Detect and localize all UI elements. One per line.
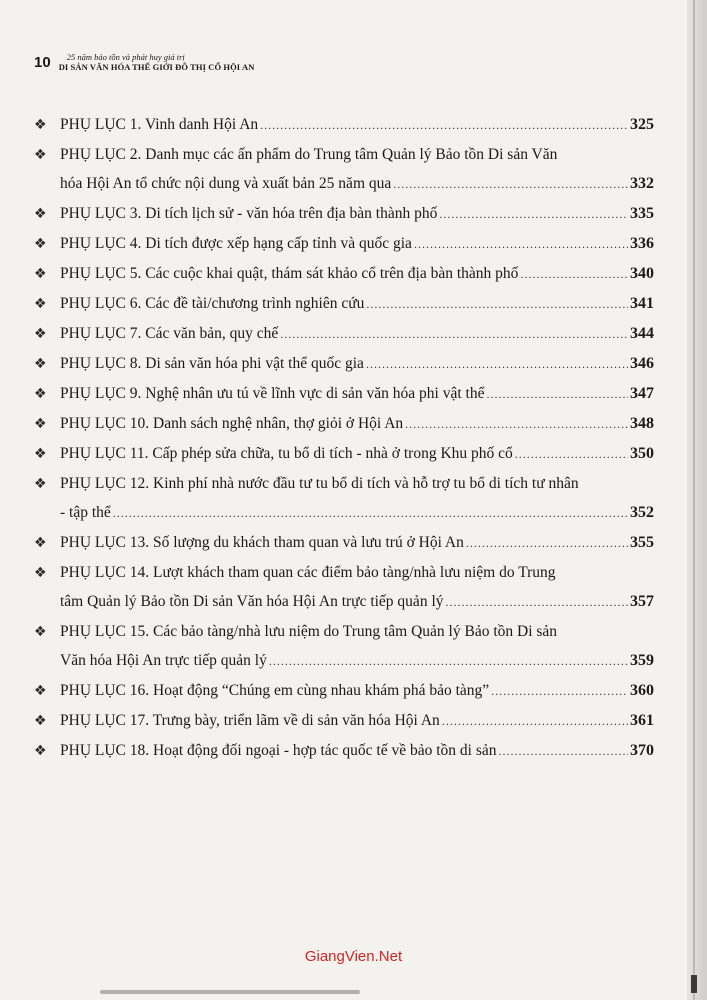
page-edge bbox=[687, 0, 707, 1000]
dot-leader bbox=[280, 320, 628, 349]
dot-leader bbox=[515, 440, 628, 469]
toc-entry-body bbox=[60, 349, 654, 379]
toc-entry bbox=[34, 379, 654, 409]
toc-entry-title: - tập thể bbox=[60, 504, 111, 521]
toc-entry-body bbox=[60, 439, 654, 469]
toc-page-number: 360 bbox=[630, 682, 654, 699]
toc-entry bbox=[34, 409, 654, 439]
toc-entry-title: PHỤ LỤC 7. Các văn bản, quy chế bbox=[60, 325, 279, 342]
dot-leader bbox=[113, 499, 628, 528]
diamond-bullet-icon: ❖ bbox=[34, 446, 47, 462]
toc-entry-title: PHỤ LỤC 5. Các cuộc khai quật, thám sát khảo cổ trên địa bàn thành phố bbox=[60, 265, 519, 282]
toc-entry-body bbox=[60, 409, 654, 439]
dot-leader bbox=[466, 529, 628, 558]
toc-entry-line bbox=[60, 379, 654, 409]
diamond-bullet-icon: ❖ bbox=[34, 356, 47, 372]
diamond-bullet-icon: ❖ bbox=[34, 326, 47, 342]
dot-leader bbox=[393, 170, 628, 199]
toc-entry-line bbox=[60, 498, 654, 528]
toc-entry-title: PHỤ LỤC 10. Danh sách nghệ nhân, thợ giỏi ở Hội An bbox=[60, 415, 404, 432]
toc-entry bbox=[34, 736, 654, 766]
toc-entry bbox=[34, 706, 654, 736]
toc-entry-body bbox=[60, 289, 654, 319]
toc-entry bbox=[34, 469, 654, 528]
toc-page-number: 352 bbox=[630, 504, 654, 521]
dot-leader bbox=[486, 380, 628, 409]
toc-entry bbox=[34, 289, 654, 319]
diamond-bullet-icon: ❖ bbox=[34, 236, 47, 252]
dot-leader bbox=[446, 588, 629, 617]
diamond-bullet-icon: ❖ bbox=[34, 206, 47, 222]
toc-entry-line bbox=[60, 110, 654, 140]
page-number: 10 bbox=[34, 54, 51, 71]
toc-page-number: 332 bbox=[630, 175, 654, 192]
watermark-text: GiangVien.Net bbox=[304, 948, 403, 965]
toc-entry bbox=[34, 349, 654, 379]
toc-entry-line bbox=[60, 469, 654, 498]
toc-page-number: 344 bbox=[630, 325, 654, 342]
diamond-bullet-icon: ❖ bbox=[34, 386, 47, 402]
toc-entry-title: PHỤ LỤC 15. Các bảo tàng/nhà lưu niệm do Trung tâm Quản lý Bảo tồn Di sản bbox=[60, 623, 558, 640]
toc-entry-line bbox=[60, 319, 654, 349]
toc-entry bbox=[34, 199, 654, 229]
toc-entry-line bbox=[60, 140, 654, 169]
toc-page-number: 361 bbox=[630, 712, 654, 729]
dot-leader bbox=[499, 737, 628, 766]
toc-entry-title: PHỤ LỤC 6. Các đề tài/chương trình nghiên cứu bbox=[60, 295, 365, 312]
diamond-bullet-icon: ❖ bbox=[34, 147, 47, 163]
toc-entry-title: PHỤ LỤC 14. Lượt khách tham quan các điểm bảo tàng/nhà lưu niệm do Trung bbox=[60, 564, 556, 581]
diamond-bullet-icon: ❖ bbox=[34, 743, 47, 759]
dot-leader bbox=[366, 350, 628, 379]
toc-entry bbox=[34, 259, 654, 289]
toc-entry-body bbox=[60, 110, 654, 140]
toc-page-number: 340 bbox=[630, 265, 654, 282]
toc-entry-title: PHỤ LỤC 17. Trưng bày, triển lãm về di sản văn hóa Hội An bbox=[60, 712, 440, 729]
diamond-bullet-icon: ❖ bbox=[34, 683, 47, 699]
toc-entry-title: PHỤ LỤC 18. Hoạt động đối ngoại - hợp tác quốc tế về bảo tồn di sản bbox=[60, 742, 497, 759]
toc-page-number: 336 bbox=[630, 235, 654, 252]
toc-entry-body bbox=[60, 617, 654, 676]
toc-entry-title: PHỤ LỤC 4. Di tích được xếp hạng cấp tỉnh và quốc gia bbox=[60, 235, 412, 252]
toc-entry bbox=[34, 617, 654, 676]
toc-entry-title: PHỤ LỤC 3. Di tích lịch sử - văn hóa trên địa bàn thành phố bbox=[60, 205, 438, 222]
toc-entry-body bbox=[60, 259, 654, 289]
toc-entry-title: PHỤ LỤC 11. Cấp phép sửa chữa, tu bổ di tích - nhà ở trong Khu phố cổ bbox=[60, 445, 513, 462]
dot-leader bbox=[414, 230, 628, 259]
toc-entry-body bbox=[60, 319, 654, 349]
toc-entry bbox=[34, 140, 654, 199]
toc-entry-line bbox=[60, 558, 654, 587]
dot-leader bbox=[442, 707, 628, 736]
toc-page-number: 359 bbox=[630, 652, 654, 669]
toc-entry-title: tâm Quản lý Bảo tồn Di sản Văn hóa Hội An trực tiếp quản lý bbox=[60, 593, 444, 610]
dot-leader bbox=[491, 677, 628, 706]
toc-entry-title: PHỤ LỤC 9. Nghệ nhân ưu tú về lĩnh vực di sản văn hóa phi vật thể bbox=[60, 385, 485, 402]
diamond-bullet-icon: ❖ bbox=[34, 713, 47, 729]
toc-entry-line bbox=[60, 199, 654, 229]
toc-entry-line bbox=[60, 169, 654, 199]
toc-entry bbox=[34, 676, 654, 706]
toc-entry-body bbox=[60, 528, 654, 558]
toc-entry-line bbox=[60, 349, 654, 379]
header-line-2: DI SẢN VĂN HÓA THẾ GIỚI ĐÔ THỊ CỔ HỘI AN bbox=[58, 62, 255, 72]
running-header bbox=[34, 52, 254, 74]
toc-page-number: 347 bbox=[630, 385, 654, 402]
header-line-1: 25 năm bảo tồn và phát huy giá trị bbox=[66, 52, 185, 62]
toc-entry-line bbox=[60, 409, 654, 439]
dot-leader bbox=[269, 647, 628, 676]
scan-corner-mark bbox=[691, 975, 697, 993]
toc-entry-title: PHỤ LỤC 16. Hoạt động “Chúng em cùng nhau khám phá bảo tàng” bbox=[60, 682, 490, 699]
toc-page-number: 341 bbox=[630, 295, 654, 312]
toc-entry bbox=[34, 558, 654, 617]
diamond-bullet-icon: ❖ bbox=[34, 296, 47, 312]
toc-entry-body bbox=[60, 199, 654, 229]
dot-leader bbox=[439, 200, 628, 229]
toc-entry-body bbox=[60, 736, 654, 766]
toc-entry bbox=[34, 110, 654, 140]
toc-entry-body bbox=[60, 558, 654, 617]
dot-leader bbox=[520, 260, 628, 289]
toc-entry-line bbox=[60, 676, 654, 706]
toc-entry-body bbox=[60, 706, 654, 736]
diamond-bullet-icon: ❖ bbox=[34, 535, 47, 551]
toc-page-number: 335 bbox=[630, 205, 654, 222]
diamond-bullet-icon: ❖ bbox=[34, 565, 47, 581]
toc-entry-body bbox=[60, 676, 654, 706]
header-title bbox=[59, 52, 255, 72]
toc-entry-line bbox=[60, 736, 654, 766]
scan-shadow bbox=[100, 990, 360, 994]
toc-entry-title: PHỤ LỤC 12. Kinh phí nhà nước đầu tư tu bổ di tích và hỗ trợ tu bổ di tích tư nhân bbox=[60, 475, 579, 492]
diamond-bullet-icon: ❖ bbox=[34, 476, 47, 492]
toc-entry-line bbox=[60, 587, 654, 617]
toc-page-number: 346 bbox=[630, 355, 654, 372]
diamond-bullet-icon: ❖ bbox=[34, 416, 47, 432]
toc-page-number: 370 bbox=[630, 742, 654, 759]
toc-entry-body bbox=[60, 229, 654, 259]
table-of-contents bbox=[34, 110, 654, 766]
toc-entry-line bbox=[60, 528, 654, 558]
toc-entry bbox=[34, 528, 654, 558]
toc-entry-line bbox=[60, 646, 654, 676]
dot-leader bbox=[405, 410, 628, 439]
toc-entry bbox=[34, 439, 654, 469]
diamond-bullet-icon: ❖ bbox=[34, 117, 47, 133]
toc-entry bbox=[34, 229, 654, 259]
toc-page-number: 350 bbox=[630, 445, 654, 462]
toc-entry-title: PHỤ LỤC 2. Danh mục các ấn phẩm do Trung tâm Quản lý Bảo tồn Di sản Văn bbox=[60, 146, 558, 163]
toc-entry bbox=[34, 319, 654, 349]
toc-entry-line bbox=[60, 706, 654, 736]
toc-entry-body bbox=[60, 379, 654, 409]
toc-entry-title: PHỤ LỤC 8. Di sản văn hóa phi vật thể quốc gia bbox=[60, 355, 364, 372]
toc-entry-title: PHỤ LỤC 1. Vinh danh Hội An bbox=[60, 116, 259, 133]
toc-entry-title: PHỤ LỤC 13. Số lượng du khách tham quan và lưu trú ở Hội An bbox=[60, 534, 464, 551]
toc-entry-line bbox=[60, 439, 654, 469]
diamond-bullet-icon: ❖ bbox=[34, 266, 47, 282]
toc-entry-body bbox=[60, 140, 654, 199]
dot-leader bbox=[366, 290, 628, 319]
toc-page-number: 348 bbox=[630, 415, 654, 432]
toc-page-number: 357 bbox=[630, 593, 654, 610]
toc-entry-line bbox=[60, 617, 654, 646]
toc-entry-line bbox=[60, 289, 654, 319]
toc-entry-line bbox=[60, 259, 654, 289]
toc-entry-line bbox=[60, 229, 654, 259]
dot-leader bbox=[260, 111, 628, 140]
toc-page-number: 325 bbox=[630, 116, 654, 133]
toc-entry-title: hóa Hội An tổ chức nội dung và xuất bản 25 năm qua bbox=[60, 175, 392, 192]
diamond-bullet-icon: ❖ bbox=[34, 624, 47, 640]
toc-entry-title: Văn hóa Hội An trực tiếp quản lý bbox=[60, 652, 267, 669]
toc-entry-body bbox=[60, 469, 654, 528]
toc-page-number: 355 bbox=[630, 534, 654, 551]
